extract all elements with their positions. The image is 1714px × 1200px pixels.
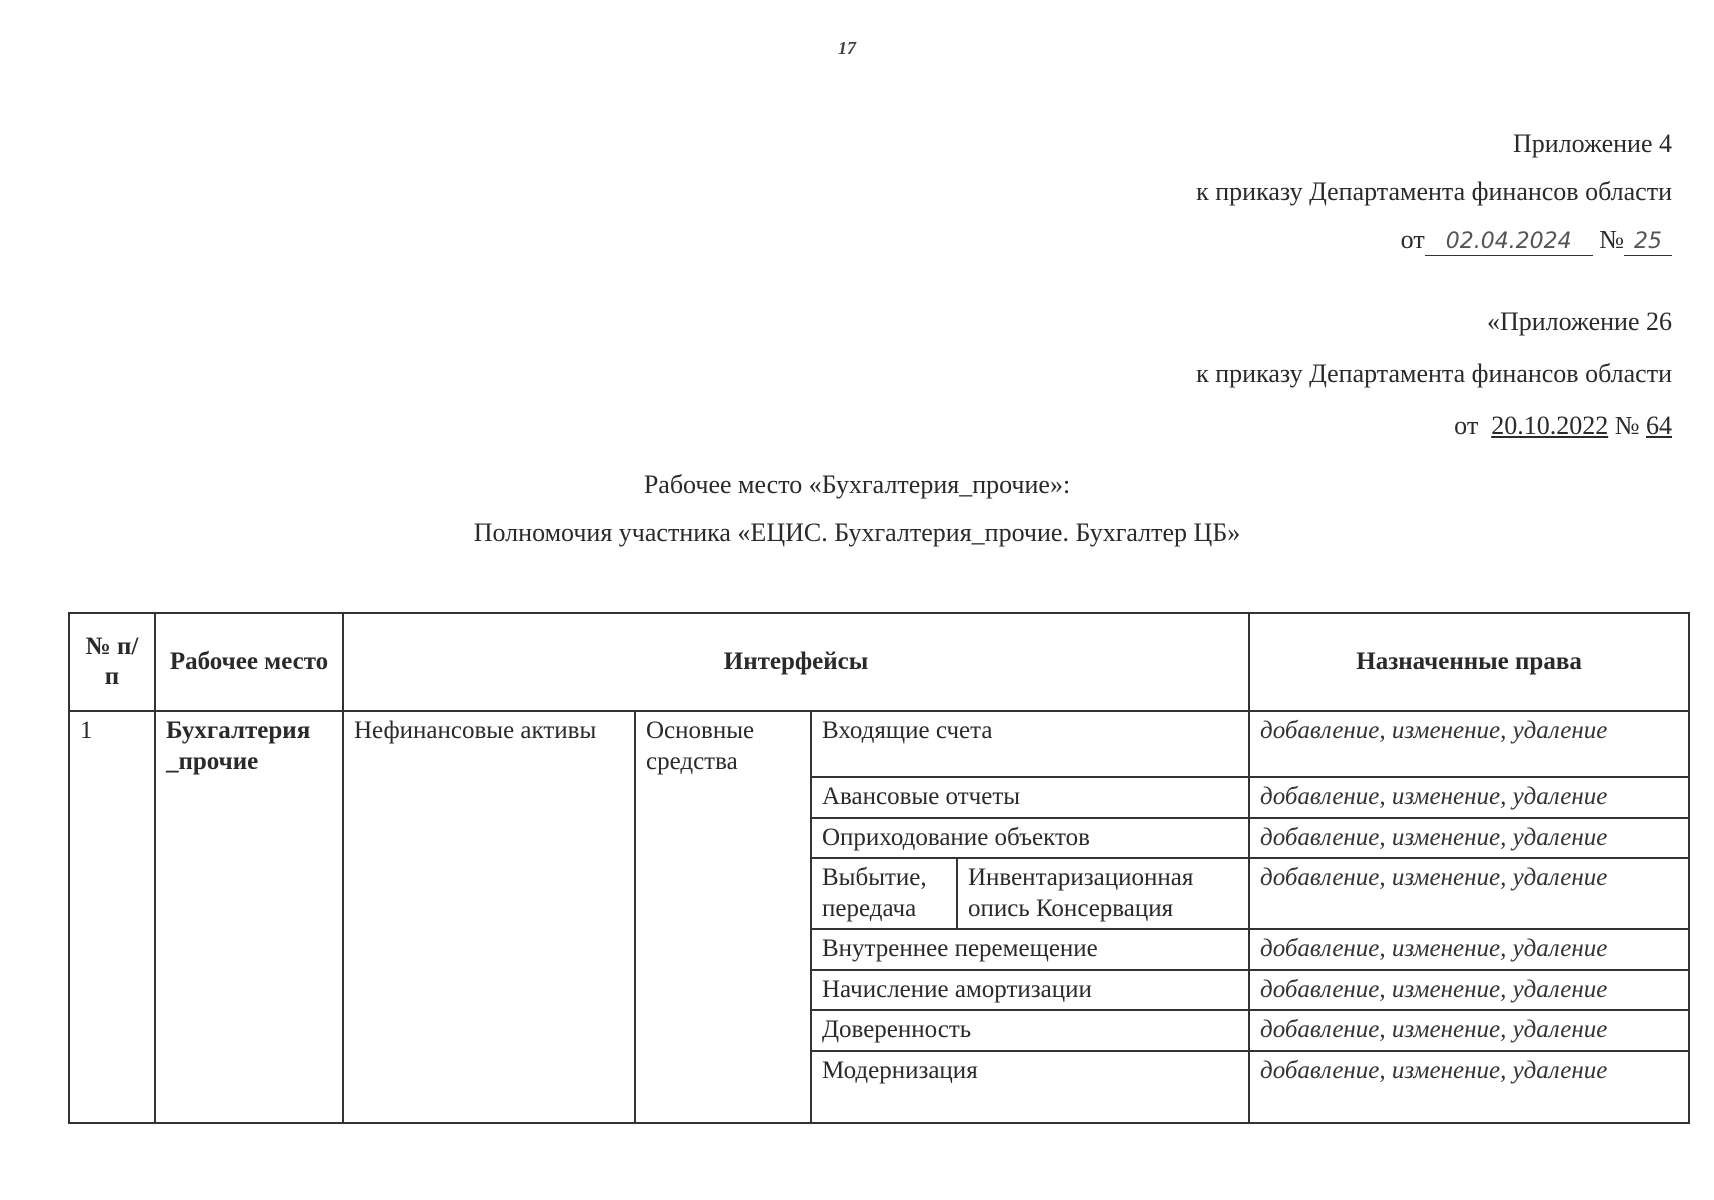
- from-label: от: [1454, 411, 1479, 440]
- quoted-appendix-date-line: [1454, 410, 1672, 441]
- group-nonfinancial-assets: Нефинансовые активы: [343, 711, 635, 1123]
- rights-cell: добавление, изменение, удаление: [1249, 1010, 1689, 1051]
- rights-cell: добавление, изменение, удаление: [1249, 777, 1689, 818]
- row-number: 1: [69, 711, 155, 1123]
- interface-item: Доверенность: [811, 1010, 1249, 1051]
- order-number: 64: [1646, 411, 1672, 440]
- order-date: 20.10.2022: [1491, 411, 1609, 440]
- page-number: 17: [838, 38, 856, 58]
- table-row: [69, 711, 1689, 777]
- interface-item: Авансовые отчеты: [811, 777, 1249, 818]
- workplace-cell: Бухгалтерия _прочие: [155, 711, 343, 1123]
- document-title: Рабочее место «Бухгалтерия_прочие»:: [643, 470, 1071, 499]
- header-num: № п/п: [69, 613, 155, 711]
- header-workplace: Рабочее место: [155, 613, 343, 711]
- appendix-order-ref: к приказу Департамента финансов области: [1196, 177, 1672, 206]
- table-header-row: [69, 613, 1689, 711]
- rights-table: [68, 612, 1690, 1124]
- rights-cell: добавление, изменение, удаление: [1249, 818, 1689, 859]
- handwritten-date: 02.04.2024: [1425, 229, 1593, 256]
- interface-item: Оприходование объектов: [811, 818, 1249, 859]
- rights-cell: добавление, изменение, удаление: [1249, 970, 1689, 1011]
- interface-subitems: Инвентаризационная опись Консервация: [957, 858, 1249, 929]
- quoted-appendix-order-ref: к приказу Департамента финансов области: [1196, 359, 1672, 388]
- number-label: №: [1614, 411, 1640, 440]
- header-interfaces: Интерфейсы: [343, 613, 1249, 711]
- interface-item: Выбытие, передача: [811, 858, 957, 929]
- document-subtitle: Полномочия участника «ЕЦИС. Бухгалтерия_прочие. Бухгалтер ЦБ»: [473, 518, 1241, 547]
- rights-cell: добавление, изменение, удаление: [1249, 929, 1689, 970]
- interface-item: Внутреннее перемещение: [811, 929, 1249, 970]
- number-label: №: [1599, 225, 1624, 254]
- appendix-date-line: [1401, 224, 1672, 256]
- interface-item: Начисление амортизации: [811, 970, 1249, 1011]
- rights-cell: добавление, изменение, удаление: [1249, 711, 1689, 777]
- interface-item: Входящие счета: [811, 711, 1249, 777]
- interface-item: Модернизация: [811, 1051, 1249, 1123]
- appendix-title: Приложение 4: [1512, 129, 1672, 158]
- handwritten-number: 25: [1624, 229, 1672, 256]
- group-fixed-assets: Основные средства: [635, 711, 811, 1123]
- from-label: от: [1400, 225, 1425, 254]
- rights-cell: добавление, изменение, удаление: [1249, 858, 1689, 929]
- rights-cell: добавление, изменение, удаление: [1249, 1051, 1689, 1123]
- header-rights: Назначенные права: [1249, 613, 1689, 711]
- quoted-appendix-title: «Приложение 26: [1486, 307, 1672, 336]
